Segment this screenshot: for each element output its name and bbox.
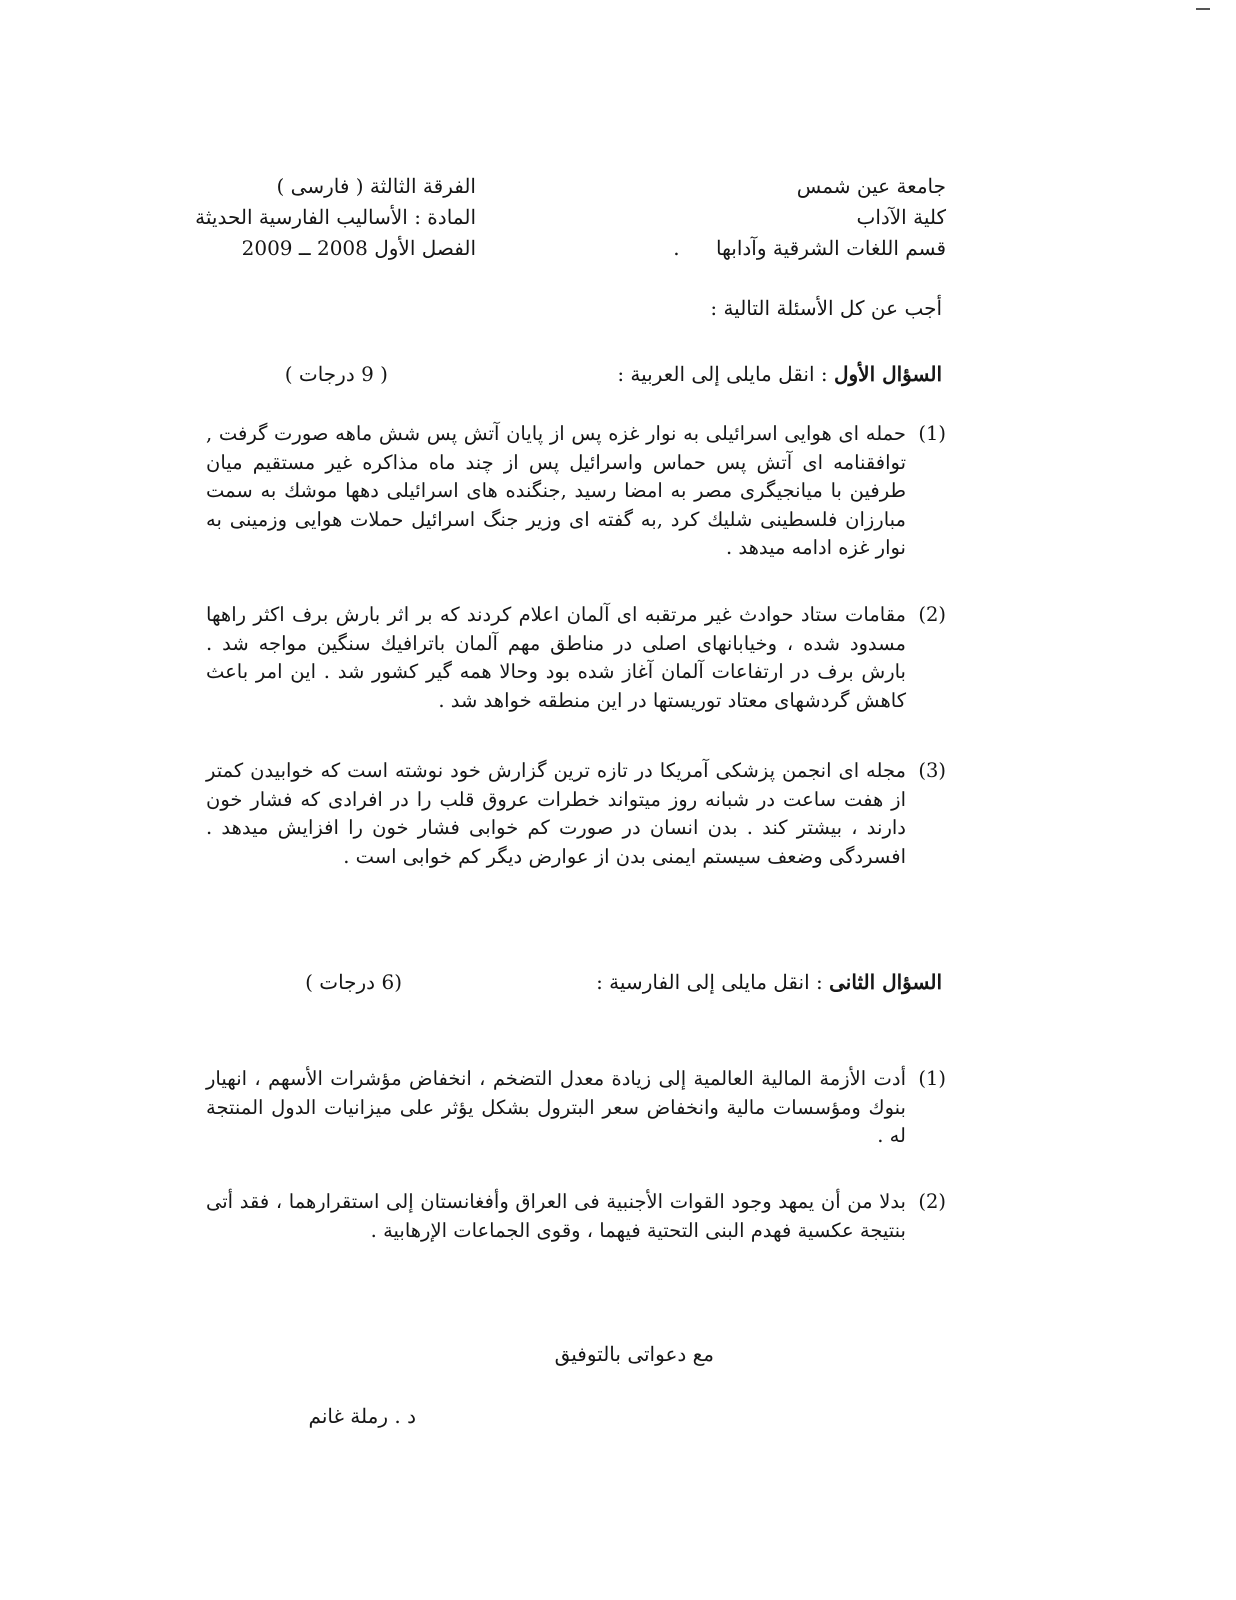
department-name	[673, 234, 946, 262]
signature: د . رملة غانم	[308, 1404, 416, 1428]
scan-edge-mark	[1196, 8, 1210, 10]
item-text: مجله ای انجمن پزشكی آمریكا در تازه ترین گزارش خود نوشته است كه خوابیدن كمتر از هفت ساعت در شبانه روز میتواند خطرات عروق قلب را در افرادی كه فشار خون دارند ، بیشتر كند . بدن انسان در صورت كم خوابی فشار خون را افزایش میدهد . افسردگی وضعف سیستم ایمنی بدن از عوارض دیگر كم خوابی است .	[206, 759, 906, 868]
closing-wishes: مع دعواتى بالتوفيق	[554, 1342, 714, 1366]
question1-task: : انقل مايلى إلى العربية :	[617, 362, 828, 386]
department-label: قسم اللغات الشرقية وآدابها	[715, 236, 946, 260]
question1-item-3	[206, 757, 946, 871]
question2-label: السؤال الثانى	[829, 970, 942, 994]
class-level: الفرقة الثالثة ( فارسى )	[276, 174, 476, 198]
question1-item-1	[206, 420, 946, 563]
item-text: مقامات ستاد حوادث غیر مرتقبه ای آلمان اعلام كردند كه بر اثر بارش برف اكثر راهها مسدود شده ، وخیابانهای اصلی در مناطق مهم آلمان باترافیك سنگین مواجه شد . بارش برف در ارتفاعات آلمان آغاز شده بود وحالا همه گیر كشور شد . این امر باعث كاهش گردشهای معتاد توریستها در این منطقه خواهد شد .	[206, 603, 906, 712]
term-label: الفصل الأول 2008 ــ 2009	[241, 236, 476, 260]
item-number: (1)	[918, 1067, 946, 1090]
subject-name: المادة : الأساليب الفارسية الحديثة	[195, 205, 476, 229]
item-number: (2)	[918, 1190, 946, 1213]
instructions: أجب عن كل الأسئلة التالية :	[710, 296, 942, 320]
question1-label: السؤال الأول	[833, 362, 942, 386]
item-number: (1)	[918, 422, 946, 445]
item-text: بدلا من أن يمهد وجود القوات الأجنبية فى العراق وأفغانستان إلى استقرارهما ، فقد أتى بنتيجة عكسية فهدم البنى التحتية فيهما ، وقوى الجماعات الإرهابية .	[206, 1190, 906, 1242]
item-text: أدت الأزمة المالية العالمية إلى زيادة معدل التضخم ، انخفاض مؤشرات الأسهم ، انهيار بنوك ومؤسسات مالية وانخفاض سعر البترول بشكل يؤثر على ميزانيات الدول المنتجة له .	[206, 1067, 906, 1148]
question2-task: : انقل مايلى إلى الفارسية :	[596, 970, 823, 994]
department-dot: .	[673, 236, 680, 260]
item-number: (3)	[918, 759, 946, 782]
item-number: (2)	[918, 603, 946, 626]
university-name: جامعة عين شمس	[796, 174, 946, 198]
question2-heading	[596, 968, 942, 996]
question1-marks: ( 9 درجات )	[284, 362, 388, 386]
question1-heading	[617, 360, 942, 388]
faculty-name: كلية الآداب	[856, 205, 946, 229]
item-text: حمله ای هوایی اسرائیلی به نوار غزه پس از پایان آتش پس شش ماهه صورت گرفت , توافقنامه ای آتش پس حماس واسرائیل پس از چند ماه مذاكره غیر مستقیم میان طرفین با میانجیگری مصر به امضا رسید ,جنگنده های اسرائیلی دهها موشك به سمت مبارزان فلسطینی شلیك كرد ,به گفته ای وزیر جنگ اسرائیل حملات هوایی وزمینی به نوار غزه ادامه میدهد .	[206, 422, 906, 560]
question2-marks: (6 درجات )	[305, 970, 402, 994]
question2-item-2	[206, 1188, 946, 1245]
question1-item-2	[206, 601, 946, 715]
question2-item-1	[206, 1065, 946, 1151]
